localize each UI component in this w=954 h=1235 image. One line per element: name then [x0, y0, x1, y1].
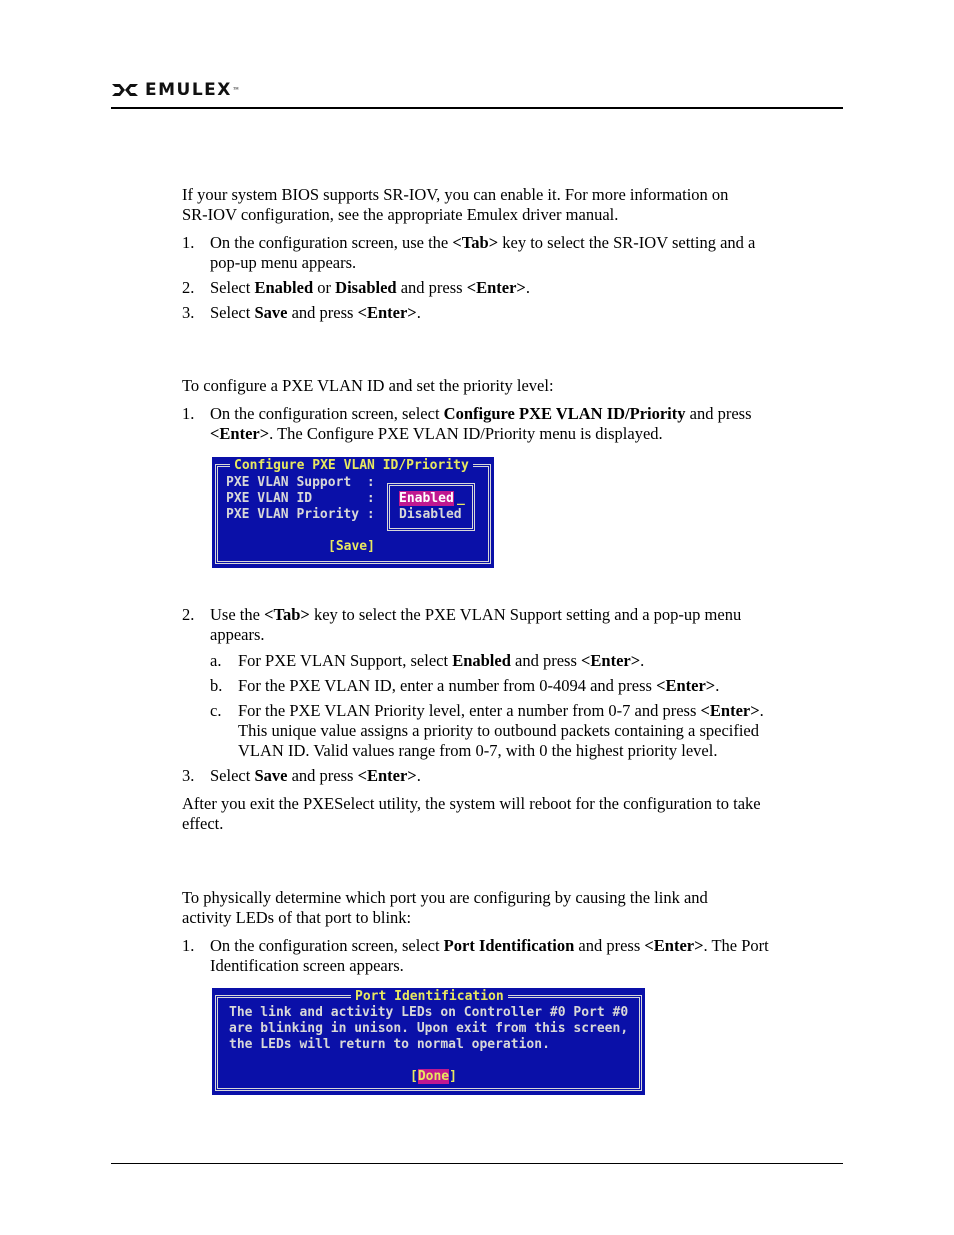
substep-text-cont: VLAN ID. Valid values range from 0-7, with 0 the highest priority level. [238, 741, 718, 760]
sriov-intro-2: SR-IOV configuration, see the appropriate Emulex driver manual. [182, 205, 619, 224]
substep-letter: c. [210, 701, 222, 720]
step-text: On the configuration screen, select Configure PXE VLAN ID/Priority and press [210, 404, 752, 423]
header-rule [111, 107, 843, 109]
vlan-after-1: After you exit the PXESelect utility, the system will reboot for the configuration to take [182, 794, 761, 813]
vlan-support-popup [387, 483, 475, 531]
trademark-symbol: ™ [232, 87, 239, 93]
step-text: Use the <Tab> key to select the PXE VLAN Support setting and a pop-up menu [210, 605, 742, 624]
step-text-cont: Identification screen appears. [210, 956, 404, 975]
step-number: 2. [182, 605, 195, 624]
step-number: 3. [182, 766, 195, 785]
port-identification-screen [212, 988, 645, 1095]
substep-letter: b. [210, 676, 223, 695]
step-text-cont: pop-up menu appears. [210, 253, 357, 272]
step-text: Select Save and press <Enter>. [210, 303, 421, 322]
substep-text: For PXE VLAN Support, select Enabled and press <Enter>. [238, 651, 645, 670]
substep-text: For the PXE VLAN ID, enter a number from 0-4094 and press <Enter>. [238, 676, 720, 695]
sriov-intro-1: If your system BIOS supports SR-IOV, you can enable it. For more information on [182, 185, 729, 204]
emulex-mark-icon [111, 82, 139, 98]
portid-intro-1: To physically determine which port you are configuring by causing the link and [182, 888, 708, 907]
sriov-step-3 [182, 303, 842, 323]
step-text-cont: appears. [210, 625, 265, 644]
step-number: 1. [182, 404, 195, 423]
option-disabled[interactable]: Disabled [399, 507, 462, 522]
done-label: Done [417, 1069, 450, 1084]
step-text-cont: <Enter>. The Configure PXE VLAN ID/Priority menu is displayed. [210, 424, 663, 443]
step-number: 1. [182, 233, 195, 252]
save-button[interactable]: [Save] [328, 539, 375, 554]
step-number: 2. [182, 278, 195, 297]
message-line-2: are blinking in unison. Upon exit from this screen, [229, 1021, 629, 1036]
vlan-config-screen [212, 457, 494, 568]
vlan-id-row[interactable]: PXE VLAN ID : [226, 491, 375, 506]
message-line-1: The link and activity LEDs on Controller #0 Port #0 [229, 1005, 629, 1020]
vlan-intro: To configure a PXE VLAN ID and set the priority level: [182, 376, 554, 395]
step-text: Select Enabled or Disabled and press <Enter>. [210, 278, 530, 297]
step-text: On the configuration screen, select Port Identification and press <Enter>. The Port [210, 936, 769, 955]
substep-text: For the PXE VLAN Priority level, enter a number from 0-7 and press <Enter>. [238, 701, 764, 720]
sriov-step-1 [182, 233, 842, 273]
message-line-3: the LEDs will return to normal operation. [229, 1037, 550, 1052]
text-cursor: _ [457, 491, 465, 506]
vlan-after-2: effect. [182, 814, 224, 833]
vlan-substep-c [210, 701, 842, 761]
substep-letter: a. [210, 651, 222, 670]
vlan-priority-row[interactable]: PXE VLAN Priority : [226, 507, 375, 522]
step-text: Select Save and press <Enter>. [210, 766, 421, 785]
substep-text-cont: This unique value assigns a priority to outbound packets containing a specified [238, 721, 760, 740]
sriov-step-2 [182, 278, 842, 298]
vlan-step-2 [182, 605, 842, 645]
option-enabled[interactable]: Enabled [399, 491, 454, 506]
vlan-substep-b [210, 676, 842, 696]
done-button[interactable]: [Done] [410, 1069, 457, 1084]
footer-rule [111, 1163, 843, 1164]
step-text: On the configuration screen, use the <Tab> key to select the SR-IOV setting and a [210, 233, 756, 252]
vlan-support-row[interactable]: PXE VLAN Support : [226, 475, 375, 490]
screen-title: Configure PXE VLAN ID/Priority [230, 458, 473, 473]
vlan-step-1 [182, 404, 842, 444]
vlan-substep-a [210, 651, 842, 671]
screen-title: Port Identification [351, 989, 508, 1004]
step-number: 3. [182, 303, 195, 322]
portid-intro-2: activity LEDs of that port to blink: [182, 908, 412, 927]
logo-text: EMULEX [145, 80, 232, 100]
step-number: 1. [182, 936, 195, 955]
portid-step-1 [182, 936, 842, 976]
emulex-logo [111, 80, 239, 100]
vlan-step-3 [182, 766, 842, 786]
